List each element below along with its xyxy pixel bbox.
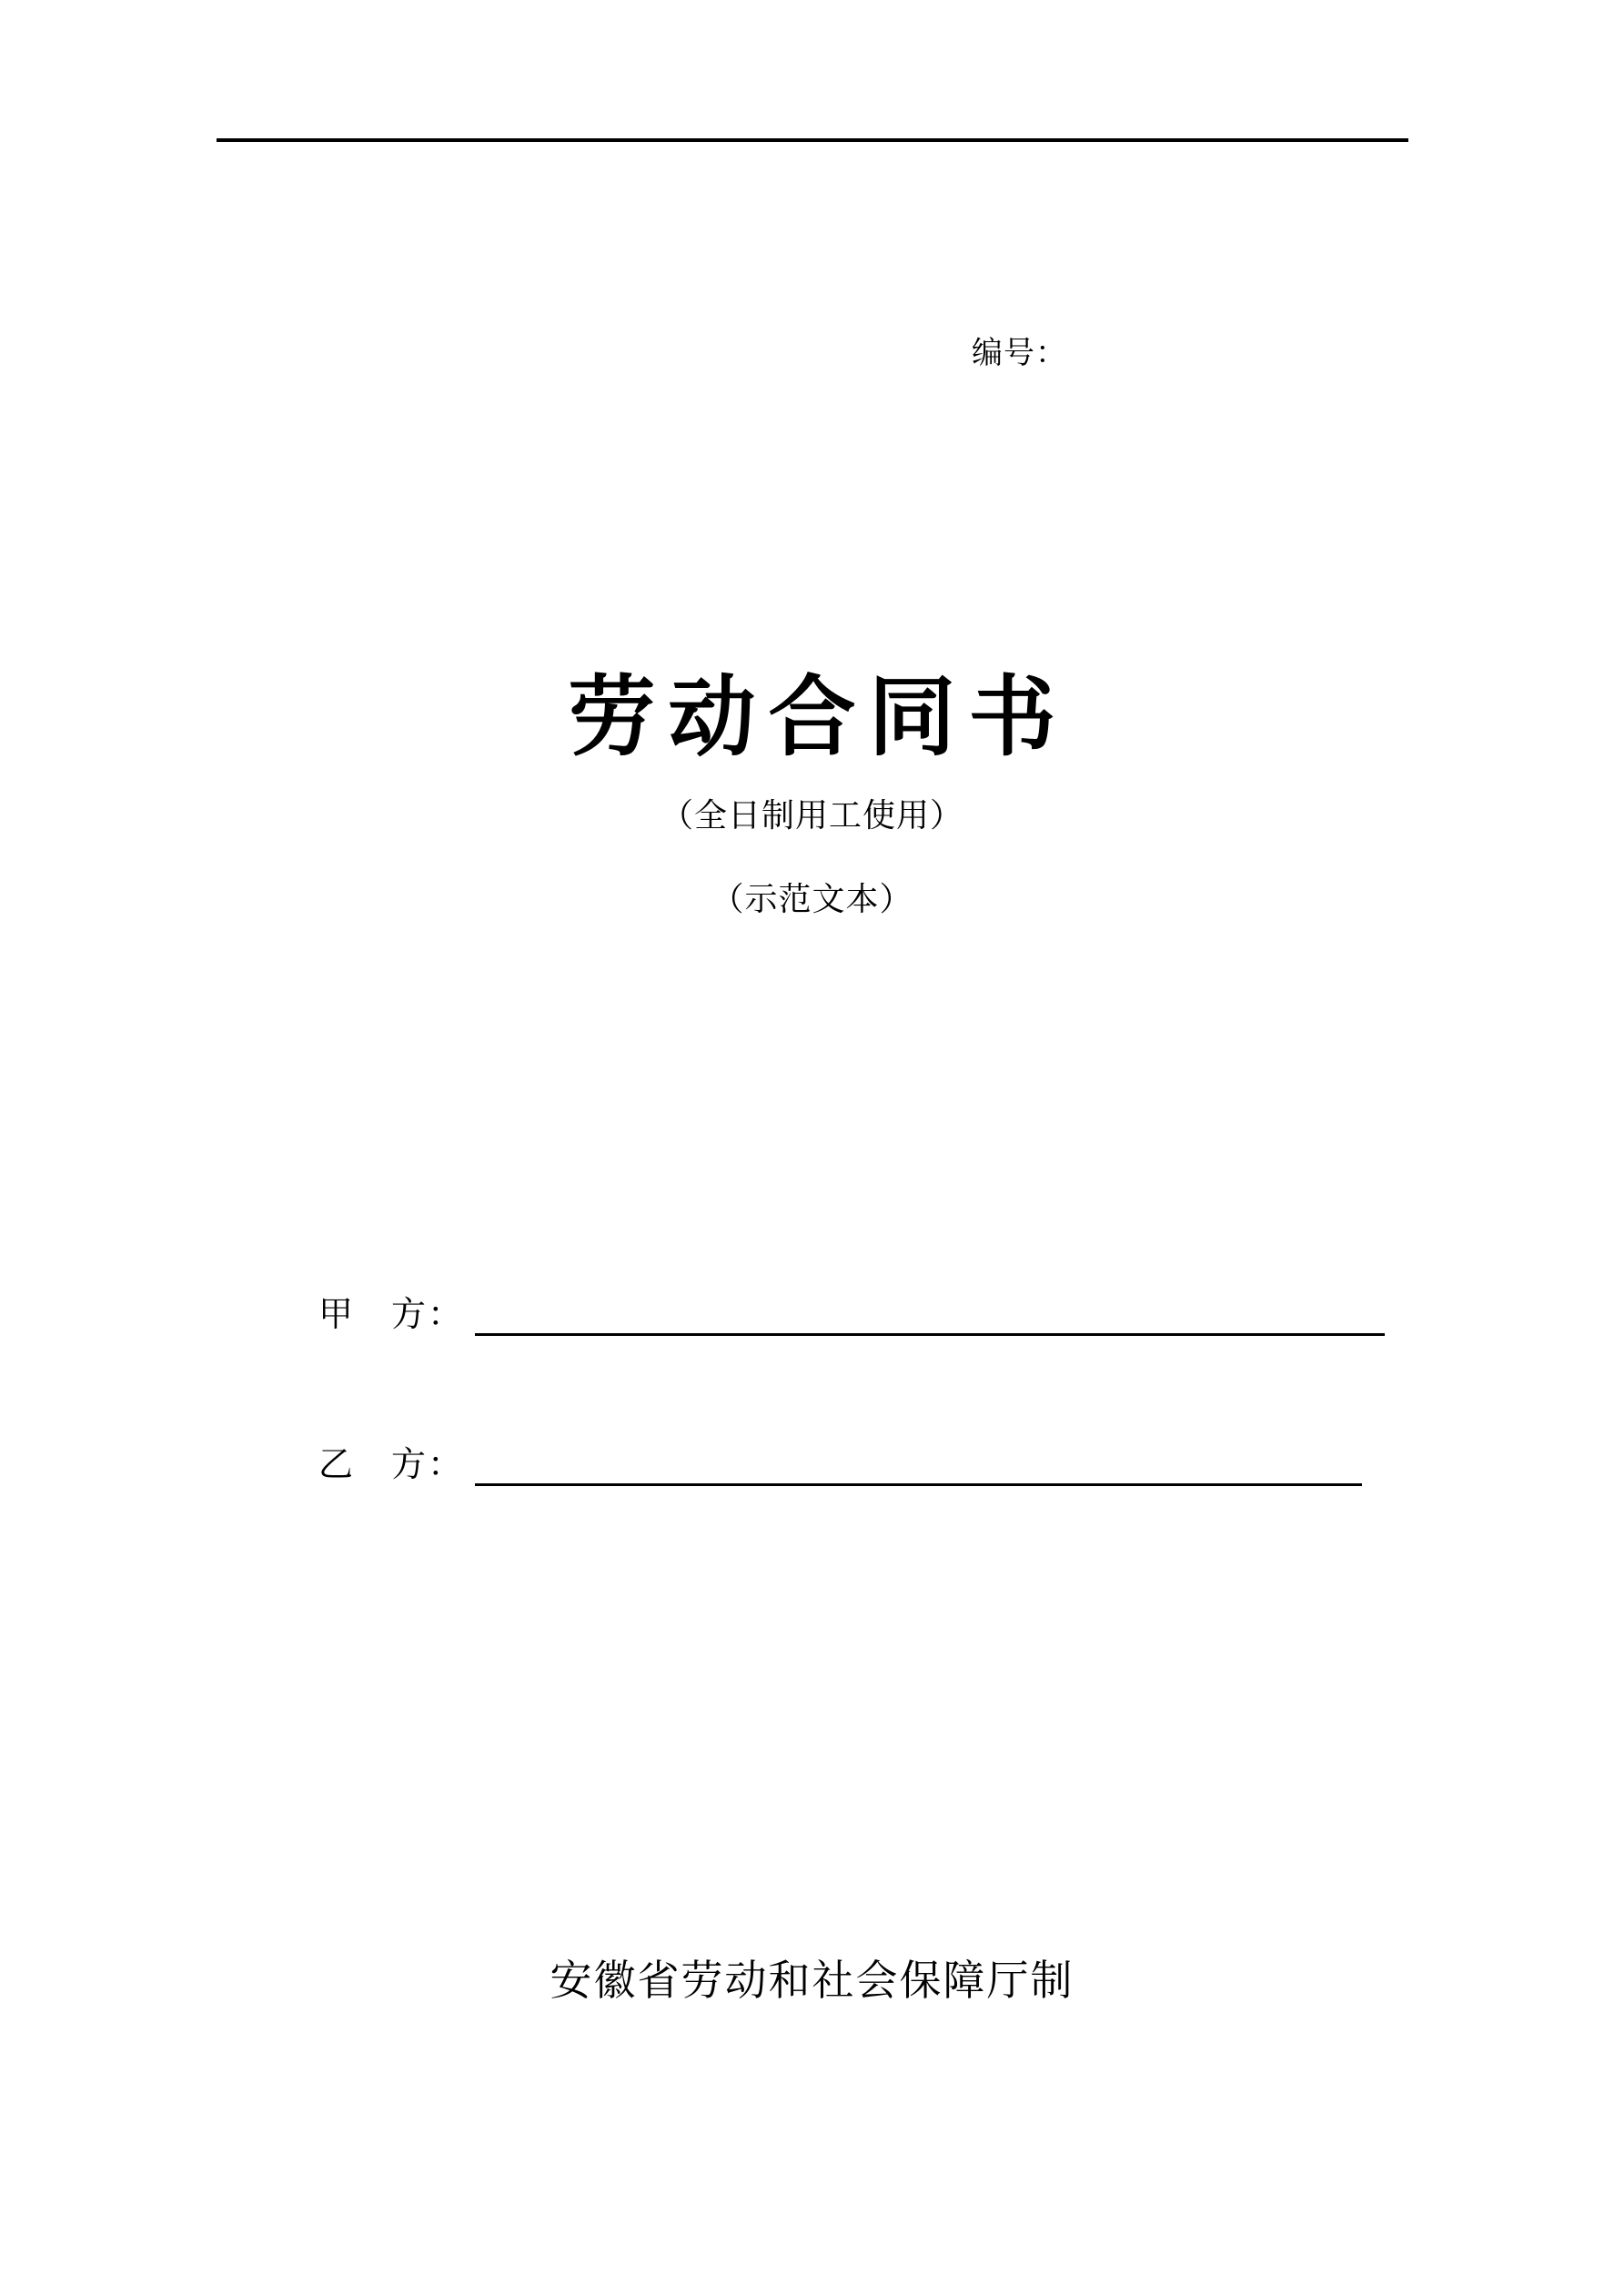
page-title: 劳动合同书	[568, 665, 1069, 768]
document-subtitle-usage: （全日制用工使用）	[660, 797, 963, 834]
party-a-row	[318, 1286, 1385, 1336]
party-a-blank-line[interactable]	[475, 1299, 1385, 1336]
issuing-authority: 安徽省劳动和社会保障厅制	[550, 1956, 1074, 2005]
party-b-blank-line[interactable]	[475, 1449, 1362, 1486]
document-subtitle-sample: （示范文本）	[711, 881, 913, 917]
party-b-label: 乙 方：	[318, 1446, 465, 1484]
header-divider	[217, 138, 1408, 142]
serial-number-label: 编号：	[972, 337, 1067, 370]
party-b-row	[318, 1436, 1362, 1486]
party-a-label: 甲 方：	[318, 1296, 465, 1334]
